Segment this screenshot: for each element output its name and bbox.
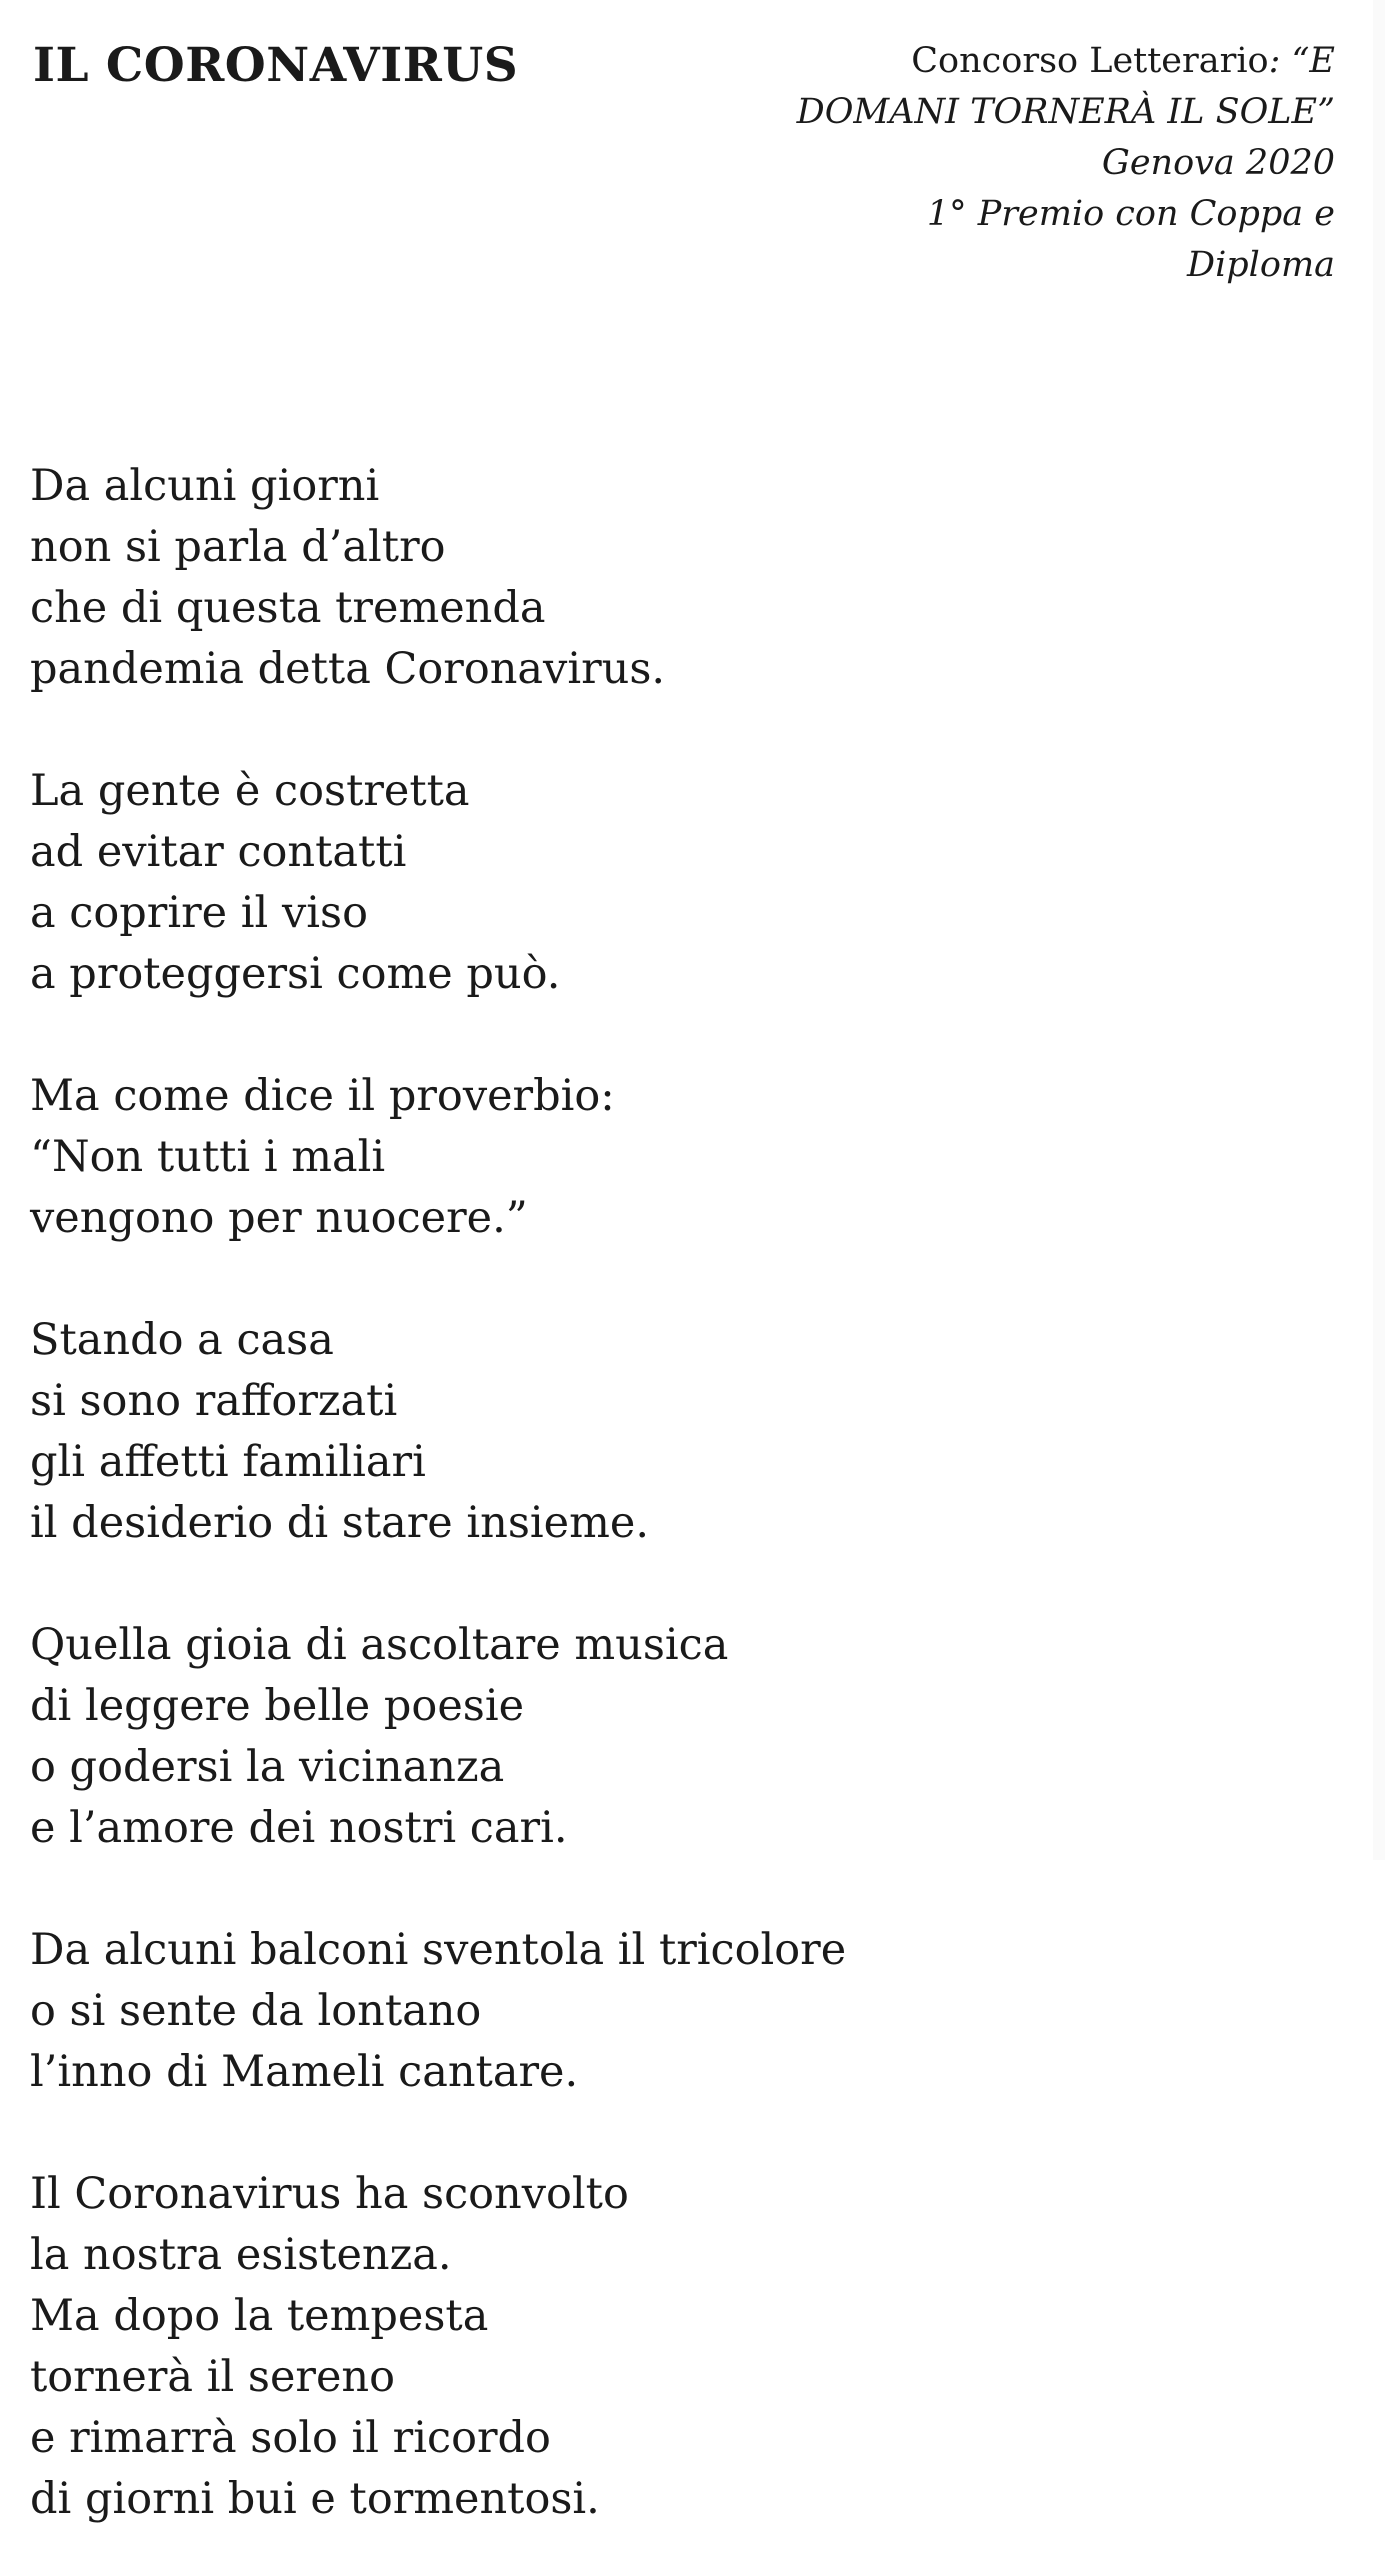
poem-verse: Ma come dice il proverbio: <box>30 1071 615 1121</box>
poem-verse: e rimarrà solo il ricordo <box>30 2413 551 2463</box>
stanza <box>30 1310 846 1554</box>
poem-verse: o godersi la vicinanza <box>30 1742 505 1792</box>
stanza <box>30 1615 846 1859</box>
poem-verse: tornerà il sereno <box>30 2352 395 2402</box>
contest-info <box>735 36 1335 291</box>
contest-theme: DOMANI TORNERÀ IL SOLE” <box>796 92 1335 132</box>
poem-verse: o si sente da lontano <box>30 1986 482 2036</box>
stanza <box>30 456 846 700</box>
poem-verse: Il Coronavirus ha sconvolto <box>30 2169 629 2219</box>
poem-verse: Stando a casa <box>30 1315 334 1365</box>
poem-verse: Da alcuni giorni <box>30 461 380 511</box>
poem-verse: pandemia detta Coronavirus. <box>30 644 666 694</box>
poem-verse: a proteggersi come può. <box>30 949 561 999</box>
paper-edge <box>1373 0 1385 1860</box>
contest-name-suffix: : “E <box>1268 41 1335 81</box>
poem-verse: la nostra esistenza. <box>30 2230 452 2280</box>
stanza <box>30 1066 846 1249</box>
contest-line-1 <box>735 36 1335 87</box>
poem-verse: Quella gioia di ascoltare musica <box>30 1620 729 1670</box>
poem-verse: a coprire il viso <box>30 888 368 938</box>
poem-verse: La gente è costretta <box>30 766 470 816</box>
poem-verse: Ma dopo la tempesta <box>30 2291 489 2341</box>
stanza <box>30 761 846 1005</box>
poem-verse: di leggere belle poesie <box>30 1681 525 1731</box>
poem-verse: Da alcuni balconi sventola il tricolore <box>30 1925 847 1975</box>
poem-verse: non si parla d’altro <box>30 522 446 572</box>
poem-verse: “Non tutti i mali <box>30 1132 386 1182</box>
contest-place-year: Genova 2020 <box>1101 143 1335 183</box>
poem-verse: l’inno di Mameli cantare. <box>30 2047 579 2097</box>
poem-verse: vengono per nuocere.” <box>30 1193 528 1243</box>
poem-verse: ad evitar contatti <box>30 827 407 877</box>
poem-verse: di giorni bui e tormentosi. <box>30 2474 600 2524</box>
poem-title: IL CORONAVIRUS <box>33 38 519 93</box>
poem-body <box>30 456 846 2530</box>
contest-diploma: Diploma <box>1187 245 1335 285</box>
stanza <box>30 1920 846 2103</box>
poem-verse: e l’amore dei nostri cari. <box>30 1803 568 1853</box>
stanza <box>30 2164 846 2530</box>
poem-verse: gli affetti familiari <box>30 1437 426 1487</box>
poem-verse: che di questa tremenda <box>30 583 546 633</box>
contest-name: Concorso Letterario <box>911 41 1269 81</box>
poem-verse: il desiderio di stare insieme. <box>30 1498 650 1548</box>
contest-prize: 1° Premio con Coppa e <box>926 194 1335 234</box>
poem-verse: si sono rafforzati <box>30 1376 398 1426</box>
